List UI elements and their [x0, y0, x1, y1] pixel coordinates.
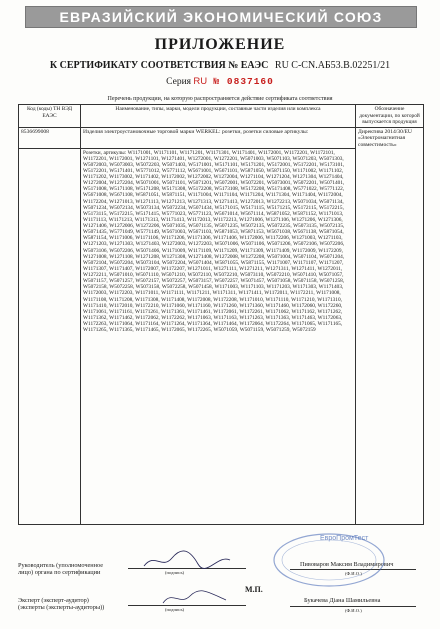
- articles-list: Розетки, артикулы: W1171001, W1171101, W1171201, W1171301, W1171401, W1172001, W1172201, W1172101, W1172201, W1172001, W1271101, W1271401, W1272001, W1272201, W5071003, W5071103, W5071203, W5071303, W5072003, W5073003, W5072203, W5071403, W5171001, W5171101, W5171201, W5172001, W5172201, W5173101, W5172201, W5171401, W5771012, W5771112, W5671001, W5671101, W5871050, W5871150, W1171002, W1171102, W1171202, W1173002, W1171402, W1172002, W1272002, W1272004, W1271104, W1271204, W1271304, W1271404, W1272004, W1272204, W5071001, W5071101, W5071201, W5072001, W5072201, W5073001, W5072201, W5071401, W5171008, W5171108, W5171208, W5171308, W5172208, W5173108, W5172208, W5171408, W5771022, W5771122, W5671008, W5671108, W5871051, W5871151, W1171004, W1171104, W1171204, W1171304, W1171404, W1172004, W1172204, W1271013, W1271113, W1271213, W1271313, W1271413, W1272013, W1272213, W5071034, W5071134, W5071234, W5072134, W5073134, W5072234, W5071434, W5171015, W5171115, W5171215, W5172115, W5172215, W5173115, W5172215, W5171415, W5771023, W5771123, W5671014, W5671114, W5871052, W5871152, W1171013, W1171113, W1171213, W1171313, W1171413, W1172013, W1172213, W1271006, W1271106, W1271206, W1271306, W1271406, W1272006, W1272206, W5071035, W5071135, W5071235, W5072135, W5072235, W5073135, W5072135, W5071435, W5771049, W5771149, W5671003, W5671103, W5871053, W5871153, W5671038, W5671138, W5871054, W5871154, W1171006, W1171106, W1171206, W1171306, W1171406, W1172006, W1172206, W1271003, W1271103, W1271203, W1271303, W1271403, W1272003, W1272203, W5071006, W5071106, W5071206, W5072106, W5072206, W5073106, W5072206, W5071406, W1171009, W1171109, W1171209, W1171309, W1171409, W1172009, W1172209, W1271008, W1271108, W1271208, W1271308, W1271408, W1272008, W1272208, W5071004, W5071104, W5071204, W5072104, W5072204, W5073104, W5072204, W5071404, W5871055, W5871155, W1171007, W1171107, W1171207, W1171307, W1171407, W1172007, W1172207, W1271011, W1271111, W1271211, W1271311, W1271411, W1272011, W1272211, W5071010, W5071110, W5071210, W5072110, W5072210, W5073110, W5072210, W5071410, W5071057, W5071157, W5071257, W5072157, W5072257, W5073157, W5072257, W5071457, W5071058, W5071158, W5071258, W5072158, W5072258, W5073158, W5072258, W5071458, W1171003, W1171103, W1171203, W1171303, W1171403, W1172003, W1172203, W1171011, W1171111, W1171211, W1171311, W1171411, W1172011, W1172211, W1171008, W1171108, W1171208, W1171308, W1171408, W1172008, W1172208, W1171010, W1171110, W1171210, W1171310, W1171410, W1172010, W1172210, W1171060, W1171160, W1171260, W1171360, W1171460, W1172060, W1172260, W1171061, W1171161, W1171261, W1171361, W1171461, W1172061, W1172261, W1171062, W1171162, W1171262, W1171362, W1171462, W1172062, W1172262, W1171063, W1171163, W1171263, W1171363, W1171463, W1172063, W1172263, W1171064, W1171164, W1171264, W1171364, W1171464, W1172064, W1172264, W1171065, W1171165, W1171265, W1171365, W1171465, W1172065, W1172265, W5071059, W5071159, W5071259, W5072159: [81, 148, 356, 524]
- certificate-number-line: [0, 60, 440, 71]
- expert-label-line1: Эксперт (эксперт-аудитор): [18, 597, 89, 604]
- empty-code-cell: [19, 148, 81, 524]
- series-code: RU: [193, 76, 208, 87]
- expert-name-line: [290, 606, 416, 607]
- head-name: Пивоваров Максим Владимирович: [300, 561, 394, 568]
- expert-label-line2: (эксперты (эксперты-аудиторы)): [18, 604, 105, 611]
- head-label-line2: лицо) органа по сертификации: [18, 569, 101, 576]
- serial-number: № 0837160: [213, 76, 274, 87]
- col-header-code: Код (коды) ТН ВЭД ЕАЭС: [19, 105, 81, 128]
- table-row: [19, 127, 424, 148]
- series-line: [0, 76, 440, 87]
- col-header-name: Наименование, типы, марки, модели продукции, составные части изделия или комплекса: [81, 105, 356, 128]
- expert-label: [18, 597, 104, 611]
- head-signature-icon: [140, 548, 235, 572]
- cert-prefix: К СЕРТИФИКАТУ СООТВЕТСТВИЯ № ЕАЭС: [49, 60, 269, 71]
- head-label: [18, 562, 103, 576]
- expert-name: Букачева Дiана Шамильевна: [304, 597, 381, 604]
- table-header-row: [19, 105, 424, 128]
- product-table: [18, 104, 424, 525]
- head-fio-note: (Ф.И.О.): [345, 571, 362, 576]
- annex-title: ПРИЛОЖЕНИЕ: [154, 36, 286, 53]
- row-code: 8536699008: [19, 127, 81, 148]
- expert-fio-note: (Ф.И.О.): [345, 608, 362, 613]
- mp-mark: М.П.: [245, 585, 263, 594]
- row-doc: Директива 2014/30/EU «Электромагнитная совместимость»: [356, 127, 424, 524]
- series-label: Серия: [166, 77, 192, 87]
- head-sign-note: (подпись): [165, 570, 185, 575]
- head-label-line1: Руководитель (уполномоченное: [18, 562, 104, 569]
- expert-sign-note: (подпись): [165, 607, 185, 612]
- eaeu-banner: ЕВРАЗИЙСКИЙ ЭКОНОМИЧЕСКИЙ СОЮЗ: [25, 6, 417, 28]
- stamp-text: ЕвроПромТест: [320, 535, 369, 542]
- expert-signature-icon: [160, 588, 230, 608]
- row-name: Изделия электроустановочные торговой марки WERKEL: розетки, розетки силовые артикулы:: [81, 127, 356, 148]
- cert-number: RU C-CN.АБ53.В.02251/21: [274, 60, 391, 71]
- intro-text: Перечень продукции, на которую распространяется действие сертификата соответствия: [107, 96, 333, 102]
- col-header-doc: Обозначение документации, по которой выпускается продукция: [356, 105, 424, 128]
- blue-stamp-icon: [270, 528, 388, 588]
